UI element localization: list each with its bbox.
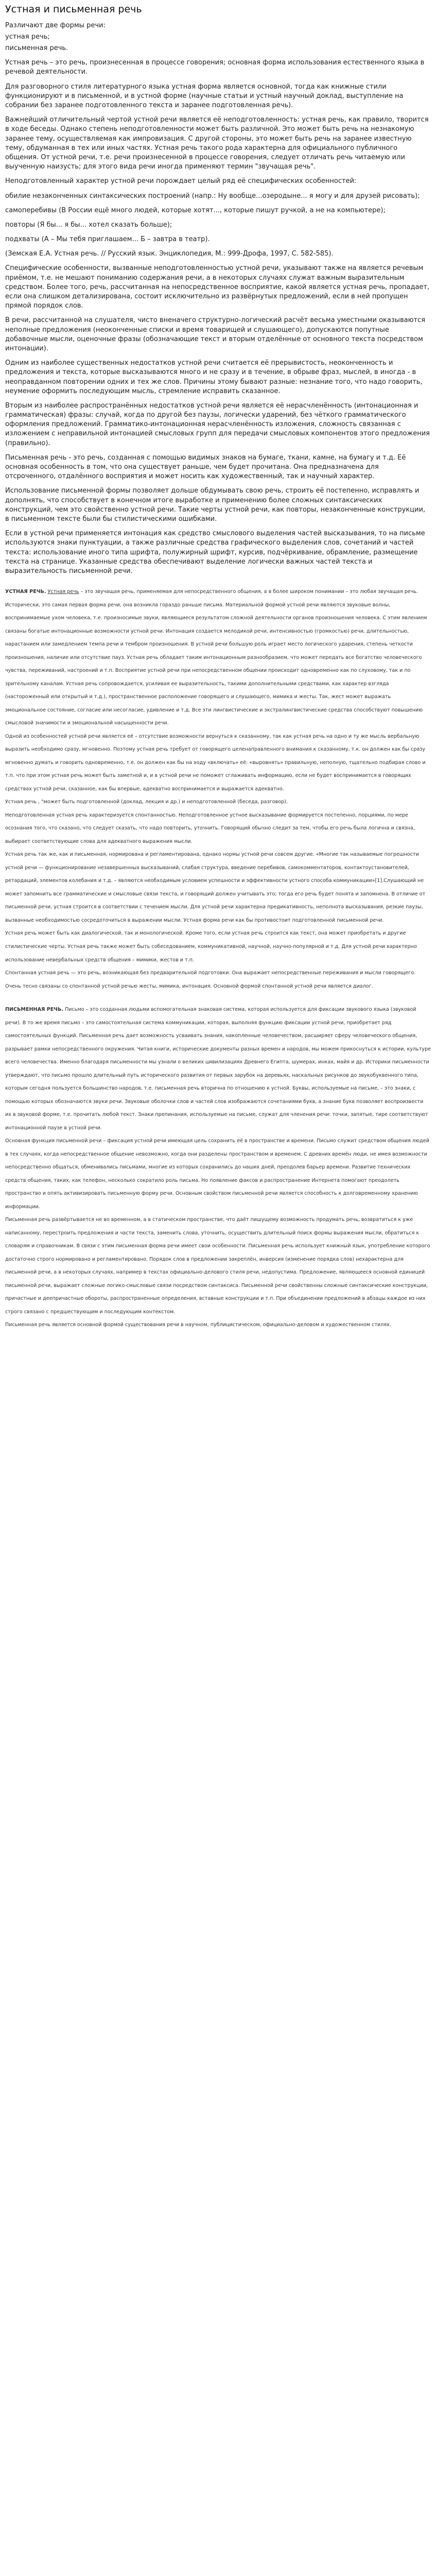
paragraph: Если в устной речи применяется интонация как средство смыслового выделения частей высказывания, то на письме используются знаки пунктуации, а также различные средства графического выделения слов, сочетаний и частей текста: использование иного типа шрифта, полужирный шрифт, курсив, подчёркивание, обрамление, размещение текста на странице. Указанные средства обеспечивают выделение логически важных частей текста и выразительность письменной речи. [5,530,425,575]
paragraph: Для разговорного стиля литературного языка устная форма является основной, тогда как книжные стили функционируют и в письменной, и в устной форме (научные статьи и устный научный доклад, выступление на собрании без заранее подготовленного текста и заранее подготовленная речь). [5,82,404,109]
paragraph: Устная речь так же, как и письменная, нормирована и регламентирована, однако нормы устной речи совсем другие. «Многие так называемые погрешности устной речи — функционирование незавершенных высказываний, слабая структура, введение перебивов, самокомментаторов, контактоустановителей, ретардаций, элементов колебания и т.д. – являются необходимым условием успешности и эффективности устного способа коммуникации»[1].Слушающий не может запомнить все грамматические и смысловые связи текста, и говорящий должен учитывать это; тогда его речь будет понята и запомнена. В отличие от письменной речи, устная строится в соответствии с течением мысли. Для устной речи характерна предикативность, неполнота высказывания, резкие паузы, вызванные необходимостью сосредоточиться в выражении мысли. Устная форма речи как бы противостоит подготовленной письменной речи. [5,852,426,923]
paragraph [5,585,431,730]
paragraph: В речи, рассчитанной на слушателя, чисто вненачего структурно-логический расчёт весьма уместными оказываются неполные предложения (неоконченные списки и время товарищей и слушающего), допускаются попутные добавочные мысли, оценочные фразы (обозначающие текст и вторым отделённые от основного текста посредством интонации). [5,316,426,352]
page-title: Устная и письменная речь [5,4,142,15]
paragraph: Специфические особенности, вызванные неподготовленностью устной речи, указывают также на является речевым приёмом, т.е. не мешают пониманию содержания речи, а в некоторых случаях служат важным выразительным средством. Более того, речь, рассчитанная на непосредственное восприятие, какой является устная речь, пропадает, если она слишком детализирована, состоит исключительно из развёрнутых предложений, если в ней пропущен прямой порядок слов. [5,264,430,310]
paragraph: Устная речь может быть как диалогической, так и монологической. Кроме того, если устная речь строится как текст, она может приобретать и другие стилистические черты. Устная речь также может быть собеседованием, коммуникативной, научной, научно-популярной и т.д. Для устной речи характерно использование невербальных средств общения – мимики, жестов и т.п. [5,930,417,963]
body-section [5,585,431,1332]
list-item: самоперебивы (В России ещё много людей, которые хотят..., которые пишут ручкой, а не на компьютере); [5,206,386,214]
paragraph-text: Письмо – это созданная людьми вспомогательная знаковая система, которая используется для фиксации звукового языка (звуковой речи). В то же время письмо – это самостоятельная система коммуникации, которая, выполняя функцию фиксации устной речи, приобретает ряд самостоятельных функций. Письменная речь дает возможность усваивать знания, накопленные человечеством, расширяет сферу человеческого общения, разрывает рамки непосредственного окружения. Читая книги, исторические документы разных времен и народов, мы можем прикоснуться к истории, культуре всего человечества. Именно благодаря письменности мы узнали о великих цивилизациях Древнего Египта, шумерах, инках, майя и др. Историки письменности утверждают, что письмо прошло длительный путь исторического развития от первых зарубок на деревьях, наскальных рисунков до звукобуквенного типа, которым сегодня пользуется большинство народов, т.е. письменная речь вторична по отношению к устной. Буквы, используемые на письме, – это знаки, с помощью которых обозначаются звуки речи. Звуковые оболочки слов и частей слов изображаются сочетаниями букв, а знание букв позволяет воспроизвести их в звуковой форме, т.е. прочитать любой текст. Знаки препинания, используемые на письме, служат для членения речи: точки, запятые, тире соответствуют интонационной паузе в устной речи. [5,1007,431,1131]
paragraph: Письменная речь - это речь, созданная с помощью видимых знаков на бумаге, ткани, камне, на бумагу и т.д. Её основная особенность в том, что она существует раньше, чем будет прочитана. Она предназначена для отсроченного, отдалённого восприятия и может носить как художественный, так и научный характер. [5,453,406,481]
paragraph: Устная речь , "может быть подготовленной (доклад, лекция и др.) и неподготовленной (беседа, разговор). [5,799,288,805]
list-item: обилие незаконченных синтаксических построений (напр.: Ну вообще...озеродыне... я могу и для друзей рисовать); [5,192,420,200]
paragraph: Основная функция письменной речи – фиксация устной речи имеющая цель сохранить её в пространстве и времени. Письмо служит средством общения людей в тех случаях, когда непосредственное общение невозможно, когда они разделены пространством и временем. С древних времён люди, не имея возможности непосредственно общаться, обменивались письмами, многие из которых сохранились до наших дней, преодолев барьер времени. Развитие технических средств общения, таких, как телефон, несколько сократило роль письма. Но появление факсов и распространение Интернета помогают преодолеть пространство и опять активизировать письменную форму речи. Основным свойством письменной речи является способность к долговременному хранению информации. [5,1138,429,1210]
list-item: устная речь; [5,32,50,41]
paragraph: Устная речь – это речь, произнесенная в процессе говорения; основная форма использования естественного языка в речевой деятельности. [5,59,425,76]
paragraph: Одной из особенностей устной речи является её – отсутствие возможности вернуться к сказанному, так как устная речь на одно и ту же мысль вербальную выразить необходимо сразу, мгновенно. Поэтому устная речь требует от говорящего целенаправленного внимания к сказанному, т.к. он должен как бы сразу мгновенно думать и говорить одновременно, т.е. он должен как бы на ходу «включать» её: «выровнять» правильную, неполную, тщательно подбирая слово и т.п. что при этом устная речь может быть заметной и, и в устной речи не поможет сглаживать информацию, если не будет воспринимается в говорящих средствах устной речи, сказанное, как бы впервые, адекватно воспринимается и выражается адекватно. [5,733,426,792]
paragraph-text: – это звучащая речь, применяемая для непосредственного общения, а в более широком понимании – это любая звучащая речь. Исторически, это самая первая форма речи, она возникла гораздо раньше письма. Материальной формой устной речи являются звуковые волны, воспринимаемые ухом человека, т.е. произносимые звуки, являющиеся результатом сложной деятельности органов произношения человека. С этим явлением связаны богатые интонационные возможности устной речи. Интонация создается мелодикой речи, интенсивностью (громкостью) речи, длительностью, нарастанием или замедлением темпа речи и тембром произношения. В устной речи большую роль играет место логического ударения, степень четкости произношения, наличие или отсутствие пауз. Устная речь обладает таким интонационным разнообразием, что может передать все богатство человеческого чувства, переживаний, настроений и т.п. Восприятие устной речи при непосредственном общении происходит одновременно как по слуховому, так и по зрительному каналам. Устная речь сопровождается, усиливая ее выразительность, такими дополнительными средствами, как характер взгляда (настороженный или открытый и т.д.), пространственное расположение говорящего и слушающего, мимика и жесты. Так, жест может выражать эмоциональное состояние, согласие или несогласие, удивление и т.д. Все эти лингвистические и экстралингвистические средства способствуют повышению смысловой значимости и эмоциональной насыщенности речи. [5,589,427,726]
paragraph: Вторым из наиболее распространённых недостатков устной речи является её нерасчленённость (интонационная и грамматическая) фразы: случай, когда по другой без паузы, логически ударений, без чёткого грамматического оформления предложений. Грамматико-интонационная нерасчленённость изложения, сложность связанная с изложением с неправильной интонацией смысловых групп для передачи смысловых компонентов этого предложения (правильно). [5,401,430,447]
paragraph: Одним из наиболее существенных недостатков устной речи считается её прерывистость, неоконченность и предложения и текста, которые высказываются много и не сразу и в течение, в обрыве фраз, мыслей, в иногда - в неоправданном повторении одних и тех же слов. Причины этому бывают разные: незнание того, что надо говорить, неумение оформить последующим мысль, стремление исправить сказанное. [5,359,423,395]
paragraph: Письменная речь развёртывается не во временном, а в статическом пространстве, что даёт пишущему возможность продумать речь, возвратиться к уже написанному, перестроить предложения и части текста, заменить слова, уточнить, осуществить длительный поиск формы выражения мысли, обратиться к словарям и справочникам. В связи с этим письменная форма речи имеет свои особенности. Письменная речь использует книжный язык, употребление которого достаточно строго нормировано и регламентировано. Порядок слов в предложении закреплён, инверсия (изменение порядка слов) нехарактерна для письменной речи, а в некоторых случаях, например в текстах официально-делового стиля речи, недопустима. Предложение, являющееся основной единицей письменной речи, выражает сложные логико-смысловые связи посредством синтаксиса. Письменной речи свойственны сложные синтаксические конструкции, причастные и деепричастные обороты, распространенные определения, вставные конструкции и т.п. При объединении предложений в абзацы каждое из них строго связано с предшествующим и последующим контекстом. [5,1217,430,1315]
inline-link[interactable]: Устная речь [47,589,79,595]
section-term: УСТНАЯ РЕЧЬ. [5,589,46,595]
list-item: письменная речь. [5,44,68,53]
paragraph: Спонтанная устная речь — это речь, возникающая без предварительной подготовки. Она выражает непосредственные переживания и мысли говорящего. Очень тесно связаны со спонтанной устной речью жесты, мимика, интонация. Основной формой спонтанной устной речи является диалог. [5,970,416,989]
paragraph: Письменная речь является основной формой существования речи в научном, публицистическом, официально-деловом и художественном стилях. [5,1322,391,1328]
paragraph: Различают две формы речи: [5,21,106,29]
paragraph: Неподготовленная устная речь характеризуется спонтанностью. Неподготовленное устное высказывание формируется постепенно, порциями, по мере осознания того, что сказано, что следует сказать, что надо повторить, уточнить. Говорящий обычно следит за тем, чтобы его речь была логична и связна, выбирает соответствующие слова для адекватного выражения мысли. [5,812,415,844]
paragraph: Важнейший отличительный чертой устной речи является её неподготовленность: устная речь, как правило, творится в ходе беседы. Однако степень неподготовленности может быть различной. Это может быть речь на незнакомую заранее тему, осуществляемая как импровизация. С другой стороны, это может быть речь на заранее известную тему, обдуманная в тех или иных частях. Устная речь такого рода характерна для официального публичного общения. От устной речи, т.е. речи произнесенной в процессе говорения, следует отличать речь читаемую или выученную наизусть; для этого вида речи иногда применяют термин "звучащая речь". [5,116,429,171]
section-term: ПИСЬМЕННАЯ РЕЧЬ. [5,1007,64,1013]
paragraph: Использование письменной формы позволяет дольше обдумывать свою речь, строить её постепенно, исправлять и дополнять, что способствует в конечном итоге выработке и применению более сложных синтаксических конструкций, чем это свойственно устной речи. Такие черты устной речи, как повторы, незаконченные конструкции, в письменном тексте были бы стилистическими ошибками. [5,487,426,523]
paragraph [5,1003,431,1134]
list-item: подхваты (А – Мы тебя приглашаем... Б – завтра в театр). [5,235,210,244]
citation: (Земская Е.А. Устная речь. // Русский язык. Энциклопедия, М.: 999-Дрофа, 1997, С. 582-585). [5,250,334,258]
intro-section [5,21,431,576]
paragraph: Неподготовленный характер устной речи порождает целый ряд её специфических особенностей: [5,177,357,185]
list-item: повторы (Я бы... я бы... хотел сказать больше); [5,221,172,229]
